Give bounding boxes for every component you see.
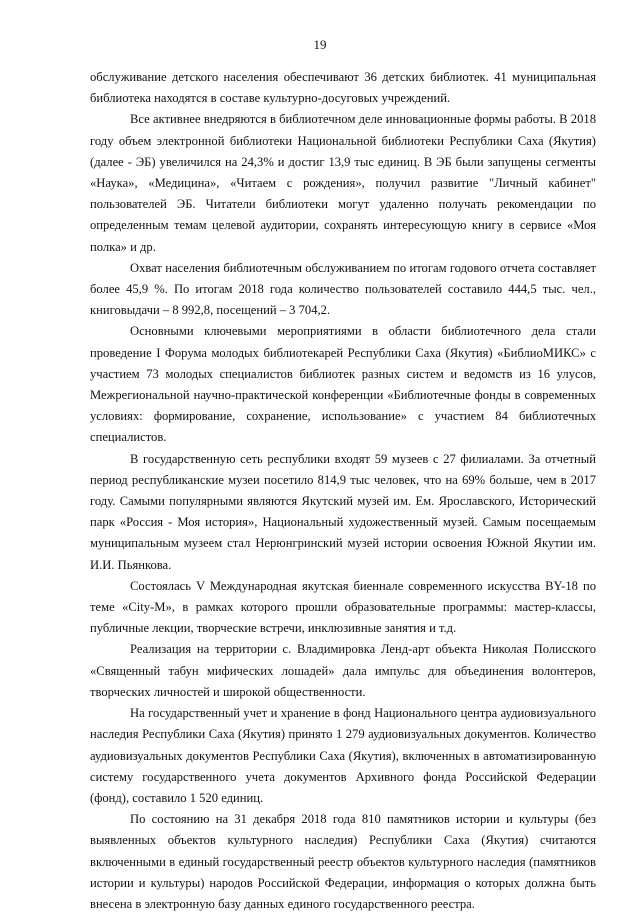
paragraph-audiovisual-heritage: На государственный учет и хранение в фонд Национального центра аудиовизуального наследия Республики Саха (Якутия) принято 1 279 аудиовизуальных документов. Количество аудиовизуальных документов Республики Саха (Якутия), включенных в автоматизированную систему государственного учета документов Архивного фонда Российской Федерации (фонд), составило 1 520 единиц. bbox=[90, 706, 596, 805]
paragraph-cultural-heritage-registry: По состоянию на 31 декабря 2018 года 810 памятников истории и культуры (без выявленных объектов культурного наследия) Республики Саха (Якутия) считаются включенными в единый государственный реестр объектов культурного наследия (памятников истории и культуры) народов Российской Федерации, информация о которых должна быть внесена в электронную базу данных единого государственного реестра. bbox=[90, 812, 596, 911]
paragraph-continuation: обслуживание детского населения обеспечивают 36 детских библиотек. 41 муниципальная библиотека находятся в составе культурно-досуговых учреждений. bbox=[90, 70, 596, 106]
document-body bbox=[90, 67, 596, 915]
paragraph-land-art: Реализация на территории с. Владимировка Ленд-арт объекта Николая Полисского «Священный табун мифических лошадей» дала импульс для объединения волонтеров, творческих личностей и широкой общественности. bbox=[90, 642, 596, 699]
paragraph-biennale: Состоялась V Международная якутская биеннале современного искусства BY-18 по теме «City-M», в рамках которого прошли образовательные программы: мастер-классы, публичные лекции, творческие встречи, инклюзивные занятия и т.д. bbox=[90, 578, 596, 636]
paragraph-library-events: Основными ключевыми мероприятиями в области библиотечного дела стали проведение I Форума молодых библиотекарей Республики Саха (Якутия) «БиблиоМИКС» с участием 73 молодых специалистов библиотек разных систем и ведомств из 16 улусов, Межрегиональной научно-практической конференции «Библиотечные фонды в современных условиях: формирование, сохранение, использование» с участием 84 библиотечных специалистов. bbox=[90, 324, 596, 445]
paragraph-electronic-library: Все активнее внедряются в библиотечном деле инновационные формы работы. В 2018 году объем электронной библиотеки Национальной библиотеки Республики Саха (Якутия) (далее - ЭБ) увеличился на 24,3% и достиг 13,9 тыс единиц. В ЭБ были запущены сегменты «Наука», «Медицина», «Читаем с рождения», получил развитие "Личный кабинет" пользователей ЭБ. Читатели библиотеки могут удаленно получать рекомендации по определенным темам целевой аудитории, сохранять интересующую книгу в сервисе «Моя полка» и др. bbox=[90, 112, 596, 254]
paragraph-library-coverage: Охват населения библиотечным обслуживанием по итогам годового отчета составляет более 45,9 %. По итогам 2018 года количество пользователей составило 444,5 тыс. чел., книговыдачи – 8 992,8, посещений – 3 704,2. bbox=[90, 260, 596, 318]
paragraph-museums: В государственную сеть республики входят 59 музеев с 27 филиалами. За отчетный период республиканские музеи посетило 814,9 тыс человек, что на 69% больше, чем в 2017 году. Самыми популярными являются Якутский музей им. Ем. Ярославского, Исторический парк «Россия - Моя история», Национальный художественный музей. Самым посещаемым муниципальным музеем стал Нерюнгринский музей истории освоения Южной Якутии им. И.И. Пьянкова. bbox=[90, 451, 596, 572]
page-number: 19 bbox=[313, 37, 327, 52]
